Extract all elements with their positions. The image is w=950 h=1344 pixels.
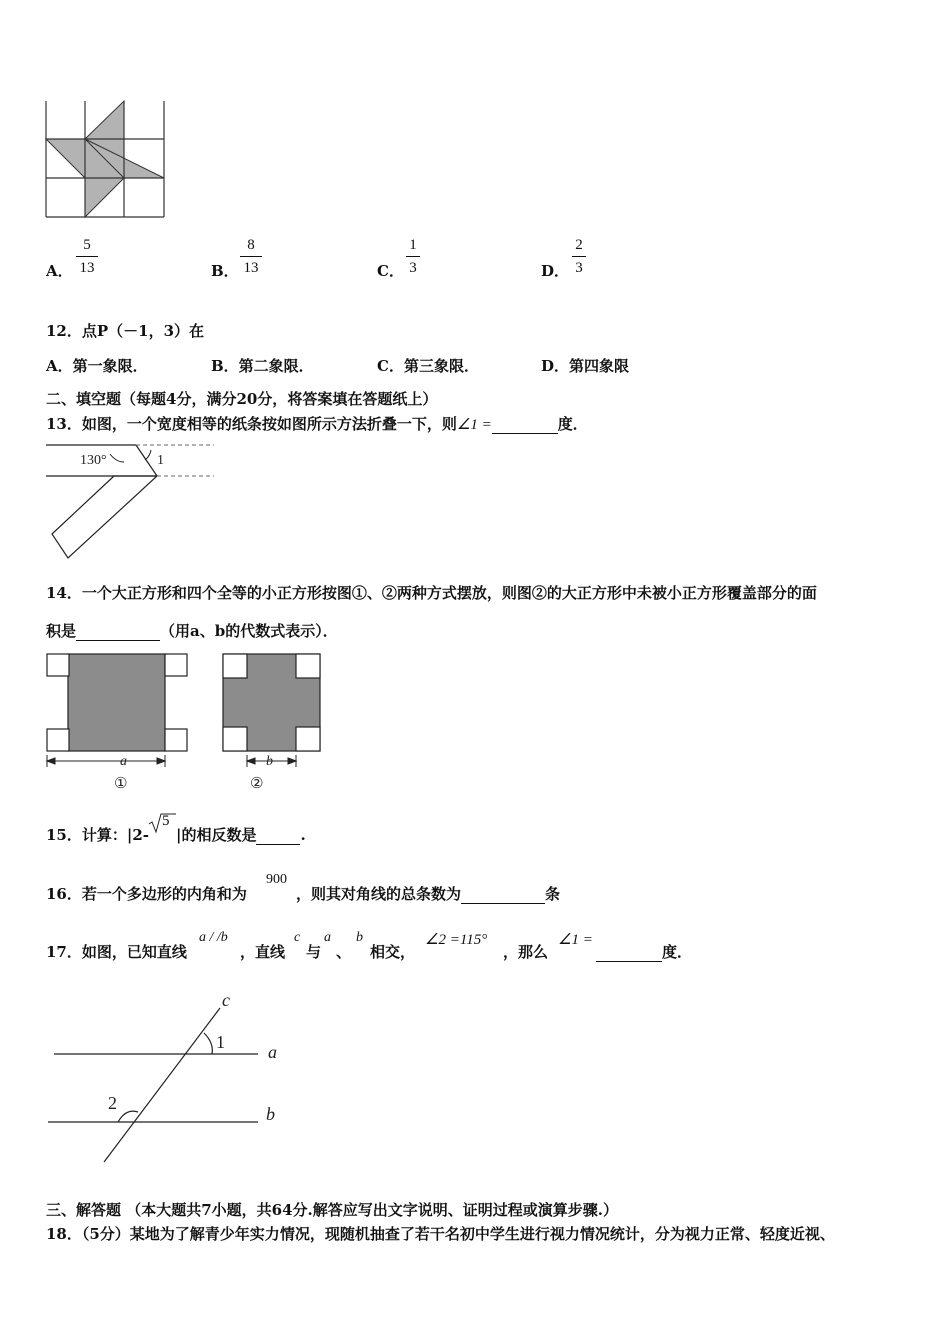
q16-answer-blank[interactable] xyxy=(461,903,545,904)
q15-radicand: 5 xyxy=(162,813,170,829)
denominator: 3 xyxy=(409,260,417,276)
q14-line1: 14．一个大正方形和四个全等的小正方形按图①、②两种方式摆放，则图②的大正方形中未被小正方形覆盖部分的面 xyxy=(46,584,817,602)
parallel-lines-figure xyxy=(46,988,286,1166)
q17-angle1: ∠1 = xyxy=(558,932,593,948)
q15-pre: 15．计算：|2- xyxy=(46,826,149,844)
fig-angle-2-label: 2 xyxy=(108,1093,117,1113)
q13-answer-blank[interactable] xyxy=(492,433,558,434)
q15-post-text: |的相反数是 xyxy=(176,826,257,844)
q11-option-b-letter[interactable]: B． xyxy=(211,262,239,280)
q17-answer-blank[interactable] xyxy=(596,961,662,962)
q17-yu: 与 xyxy=(306,943,322,961)
section-2-title: 二、填空题（每题4分，满分20分，将答案填在答题纸上） xyxy=(46,390,438,408)
q17-a: a xyxy=(324,930,331,945)
numerator: 5 xyxy=(83,237,91,253)
q12-option-a[interactable]: A．第一象限． xyxy=(46,357,148,375)
q11-option-a-fraction xyxy=(76,236,98,277)
q15-post xyxy=(176,824,306,845)
denominator: 3 xyxy=(575,260,583,276)
q17-parallel: a / /b xyxy=(199,930,228,945)
q11-option-d-fraction xyxy=(572,236,586,277)
q16-pre: 16．若一个多边形的内角和为 xyxy=(46,885,247,903)
q14-line2-post: （用a、b的代数式表示）． xyxy=(160,622,338,640)
fig2-caption: ② xyxy=(250,774,264,792)
numerator: 1 xyxy=(409,237,417,253)
q17-pre: 17．如图，已知直线 xyxy=(46,943,187,961)
fig-angle-1-label: 1 xyxy=(157,453,164,468)
q16-post-text: ，则其对角线的总条数为 xyxy=(296,885,462,903)
fig1-caption: ① xyxy=(114,774,128,792)
q16-post xyxy=(296,883,560,904)
denominator: 13 xyxy=(79,260,95,276)
q17-tail xyxy=(596,941,692,962)
q17-mid1: ，直线 xyxy=(240,943,286,961)
pinwheel-grid-figure xyxy=(44,99,166,219)
q15-end: . xyxy=(300,826,306,844)
denominator: 13 xyxy=(243,260,259,276)
q17-unit: 度． xyxy=(662,943,693,961)
q13-stem xyxy=(46,413,588,434)
q17-xiangjiao: 相交， xyxy=(370,943,416,961)
q18-text: 18．（5分）某地为了解青少年实力情况，现随机抽查了若干名初中学生进行视力情况统计，分为视力正常、轻度近视、 xyxy=(46,1225,835,1243)
q12-option-d[interactable]: D．第四象限 xyxy=(541,357,630,375)
q16-unit: 条 xyxy=(545,885,561,903)
q11-option-a-letter[interactable]: A． xyxy=(46,262,73,280)
q16-value: 900 xyxy=(266,872,287,887)
numerator: 8 xyxy=(247,237,255,253)
q11-option-c-letter[interactable]: C． xyxy=(377,262,404,280)
q17-dun: 、 xyxy=(336,943,352,961)
folded-strip-figure xyxy=(44,440,220,564)
q11-option-c-fraction xyxy=(406,236,420,277)
q14-line2-pre: 积是 xyxy=(46,622,77,640)
q13-unit: 度． xyxy=(557,415,588,433)
fig-line-a-label: a xyxy=(268,1042,277,1062)
fig-line-b-label: b xyxy=(266,1104,275,1124)
fig1-a-label: a xyxy=(120,754,127,769)
q13-angle: ∠1 = xyxy=(456,417,492,433)
fig-line-c-label: c xyxy=(222,990,230,1010)
q11-option-d-letter[interactable]: D． xyxy=(541,262,570,280)
q12-stem: 12．点P（－1，3）在 xyxy=(46,322,205,340)
fig-angle-1-label: 1 xyxy=(216,1032,225,1052)
q15-answer-blank[interactable] xyxy=(256,844,300,845)
q14-answer-blank[interactable] xyxy=(76,640,160,641)
q13-stem-text: 13．如图，一个宽度相等的纸条按如图所示方法折叠一下，则 xyxy=(46,415,457,433)
q11-option-b-fraction xyxy=(240,236,262,277)
q17-b: b xyxy=(356,930,363,945)
q17-name: ，那么 xyxy=(503,943,549,961)
fig2-b-label: b xyxy=(266,754,273,769)
q14-line2 xyxy=(46,620,338,641)
fig-angle-130-label: 130° xyxy=(80,453,107,468)
numerator: 2 xyxy=(575,237,583,253)
section-3-title: 三、解答题 （本大题共7小题，共64分.解答应写出文字说明、证明过程或演算步骤.） xyxy=(46,1201,618,1219)
q17-angle2: ∠2 =115° xyxy=(425,932,488,948)
q12-option-c[interactable]: C．第三象限． xyxy=(377,357,479,375)
squares-figure-2 xyxy=(220,652,330,794)
q17-c: c xyxy=(294,930,301,945)
q12-option-b[interactable]: B．第二象限． xyxy=(211,357,314,375)
squares-figure-1 xyxy=(44,652,194,794)
